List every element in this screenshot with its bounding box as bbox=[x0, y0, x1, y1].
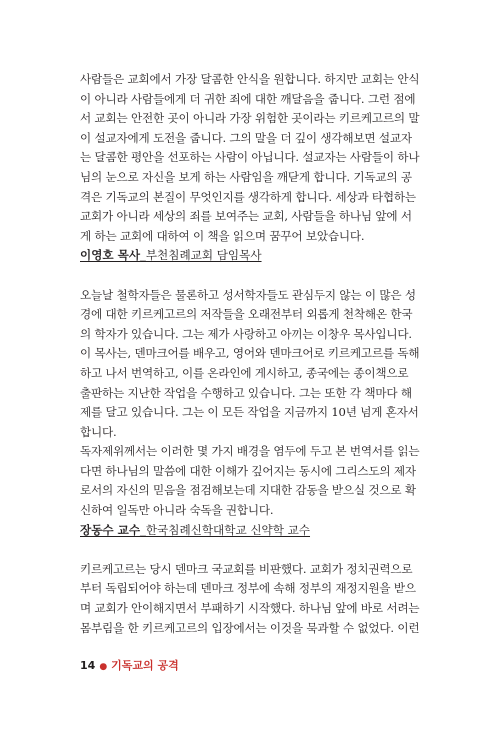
text-line: 키르케고르는 당시 덴마크 국교회를 비판했다. 교회가 정치권력으로 bbox=[80, 561, 413, 576]
page-footer bbox=[80, 657, 179, 673]
text-line: 격은 기독교의 본질이 무엇인지를 생각하게 합니다. 세상과 타협하는 bbox=[80, 189, 416, 204]
text-line: 서 교회는 안전한 곳이 아니라 가장 위험한 곳이라는 키르케고르의 말 bbox=[80, 111, 420, 126]
text-line: 오늘날 철학자들은 물론하고 성서학자들도 관심두지 않는 이 많은 성 bbox=[80, 287, 416, 302]
text-line: 는 달콤한 평안을 선포하는 사람이 아닙니다. 설교자는 사람들이 하나 bbox=[80, 150, 420, 165]
endorser-affiliation: _한국침례신학대학교 신약학 교수 bbox=[140, 522, 311, 537]
text-line: 독자제위께서는 이러한 몇 가지 배경을 염두에 두고 본 번역서를 읽는 bbox=[80, 444, 420, 459]
endorser-signature bbox=[80, 521, 430, 541]
text-line: 사람들은 교회에서 가장 달콤한 안식을 원합니다. 하지만 교회는 안식 bbox=[80, 72, 420, 86]
text-line: 하고 나서 번역하고, 이를 온라인에 게시하고, 종국에는 종이책으로 bbox=[80, 365, 409, 380]
text-line: 출판하는 지난한 작업을 수행하고 있습니다. 그는 또한 각 책마다 해 bbox=[80, 385, 412, 400]
text-line: 의 학자가 있습니다. 그는 제가 사랑하고 아끼는 이창우 목사입니다. bbox=[80, 326, 412, 341]
text-line: 제를 달고 있습니다. 그는 이 모든 작업을 지금까지 10년 넘게 혼자서 bbox=[80, 405, 419, 420]
endorsement-2 bbox=[80, 286, 430, 541]
text-line: 며 교회가 안이해지면서 부패하기 시작했다. 하나님 앞에 바로 서려는 bbox=[80, 601, 420, 616]
running-title: 기독교의 공격 bbox=[111, 659, 179, 672]
page-body bbox=[80, 70, 430, 638]
text-line: 다면 하나님의 말씀에 대한 이해가 깊어지는 동시에 그리스도의 제자 bbox=[80, 463, 416, 478]
text-line: 님의 눈으로 자신을 보게 하는 사람임을 깨닫게 합니다. 기독교의 공 bbox=[80, 169, 412, 184]
text-line: 이 아니라 사람들에게 더 귀한 죄에 대한 깨달음을 줍니다. 그런 점에 bbox=[80, 91, 416, 106]
endorser-name: 장동수 교수 bbox=[80, 522, 141, 537]
text-line: 부터 독립되어야 하는데 덴마크 정부에 속해 정부의 재정지원을 받으 bbox=[80, 581, 416, 596]
body-paragraph bbox=[80, 560, 430, 638]
page-number: 14 bbox=[80, 659, 96, 672]
text-line: 이 설교자에게 도전을 줍니다. 그의 말을 더 깊이 생각해보면 설교자 bbox=[80, 130, 412, 145]
endorser-name: 이영호 목사 bbox=[80, 248, 141, 263]
text-line: 경에 대한 키르케고르의 저작들을 오래전부터 외롭게 천착해온 한국 bbox=[80, 307, 413, 322]
text-line: 이 목사는, 덴마크어를 배우고, 영어와 덴마크어로 키르케고르를 독해 bbox=[80, 346, 420, 361]
text-line: 로서의 자신의 믿음을 점검해보는데 지대한 감동을 받으실 것으로 확 bbox=[80, 483, 416, 498]
text-line: 신하여 일독만 아니라 숙독을 권합니다. bbox=[80, 503, 274, 518]
bullet-icon: ● bbox=[99, 662, 108, 672]
endorser-affiliation: _부천침례교회 담임목사 bbox=[140, 248, 262, 263]
text-line: 합니다. bbox=[80, 424, 117, 439]
endorsement-1 bbox=[80, 70, 430, 266]
text-line: 몸부림을 한 키르케고르의 입장에서는 이것을 묵과할 수 없었다. 이런 bbox=[80, 620, 420, 635]
endorser-signature bbox=[80, 246, 430, 266]
text-line: 게 하는 교회에 대하여 이 책을 읽으며 꿈꾸어 보았습니다. bbox=[80, 228, 365, 243]
text-line: 교회가 아니라 세상의 죄를 보여주는 교회, 사람들을 하나님 앞에 서 bbox=[80, 209, 412, 224]
